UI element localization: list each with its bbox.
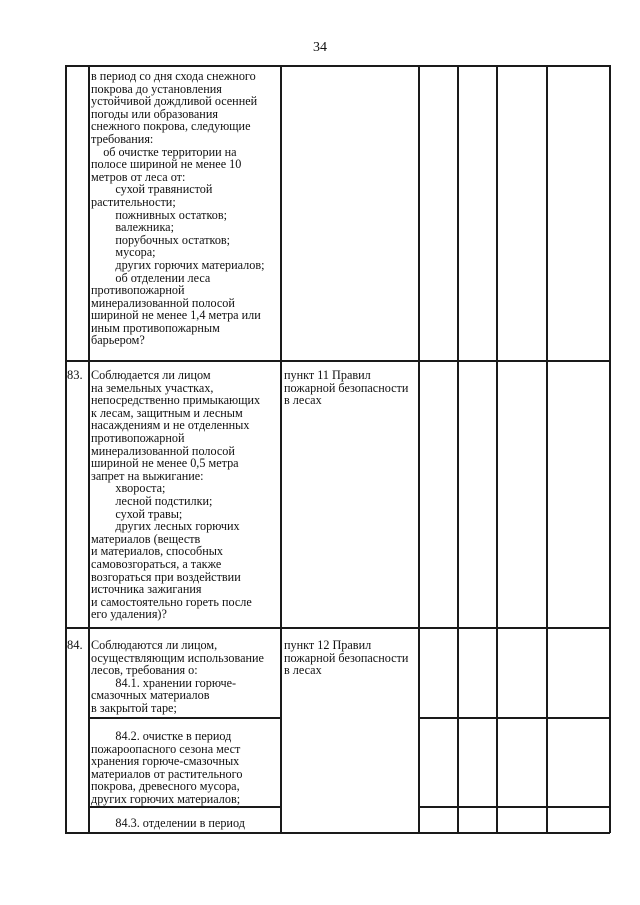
row-divider bbox=[65, 360, 610, 362]
question-84-text: Соблюдаются ли лицом, осуществляющим использование лесов, требования о: 84.1. хранении горюче- смазочных материалов в закрытой таре; bbox=[91, 638, 264, 715]
question-84-2-text: 84.2. очистке в период пожароопасного сезона мест хранения горюче-смазочных материалов от растительного покрова, древесного мусора, других горючих материалов; bbox=[91, 729, 243, 806]
row-number-83: 83. bbox=[67, 368, 83, 382]
column-divider bbox=[418, 65, 420, 833]
row-divider bbox=[418, 806, 610, 808]
table-right-border bbox=[609, 65, 611, 833]
column-divider bbox=[546, 65, 548, 833]
question-84-3-text: 84.3. отделении в период bbox=[91, 816, 245, 830]
row-number-84: 84. bbox=[67, 638, 83, 652]
table-bottom-border bbox=[65, 832, 610, 834]
row-divider bbox=[418, 717, 610, 719]
legal-reference-83: пункт 11 Правил пожарной безопасности в лесах bbox=[284, 368, 409, 408]
column-divider bbox=[88, 65, 90, 833]
table-left-border bbox=[65, 65, 67, 833]
page-number: 34 bbox=[313, 40, 327, 55]
row-divider bbox=[65, 627, 610, 629]
column-divider bbox=[496, 65, 498, 833]
row-divider bbox=[88, 806, 280, 808]
column-divider bbox=[280, 65, 282, 833]
row-divider bbox=[88, 717, 280, 719]
continued-question-text: в период со дня схода снежного покрова до установления устойчивой дождливой осенней погоды или образования снежного покрова, следующие требования: об очистке территории на полосе шириной не менее 10 метров от леса от: сухой травянистой растительности; пожнивных остатков; валежника; порубочных остатков; мусора; других горючих материалов; об отделении леса противопожарной минерализованной полосой шириной не менее 1,4 метра или иным противопожарным барьером? bbox=[91, 69, 265, 348]
legal-reference-84: пункт 12 Правил пожарной безопасности в лесах bbox=[284, 638, 409, 678]
table-top-border bbox=[65, 65, 610, 67]
column-divider bbox=[457, 65, 459, 833]
question-83-text: Соблюдается ли лицом на земельных участках, непосредственно примыкающих к лесам, защитным и лесным насаждениям и не отделенных противопожарной минерализованной полосой шириной не менее 0,5 метра запрет на выжигание: хвороста; лесной подстилки; сухой травы; других лесных горючих материалов (веществ и материалов, способных самовозгораться, а также возгораться при воздействии источника зажигания и самостоятельно гореть после его удаления)? bbox=[91, 368, 261, 622]
